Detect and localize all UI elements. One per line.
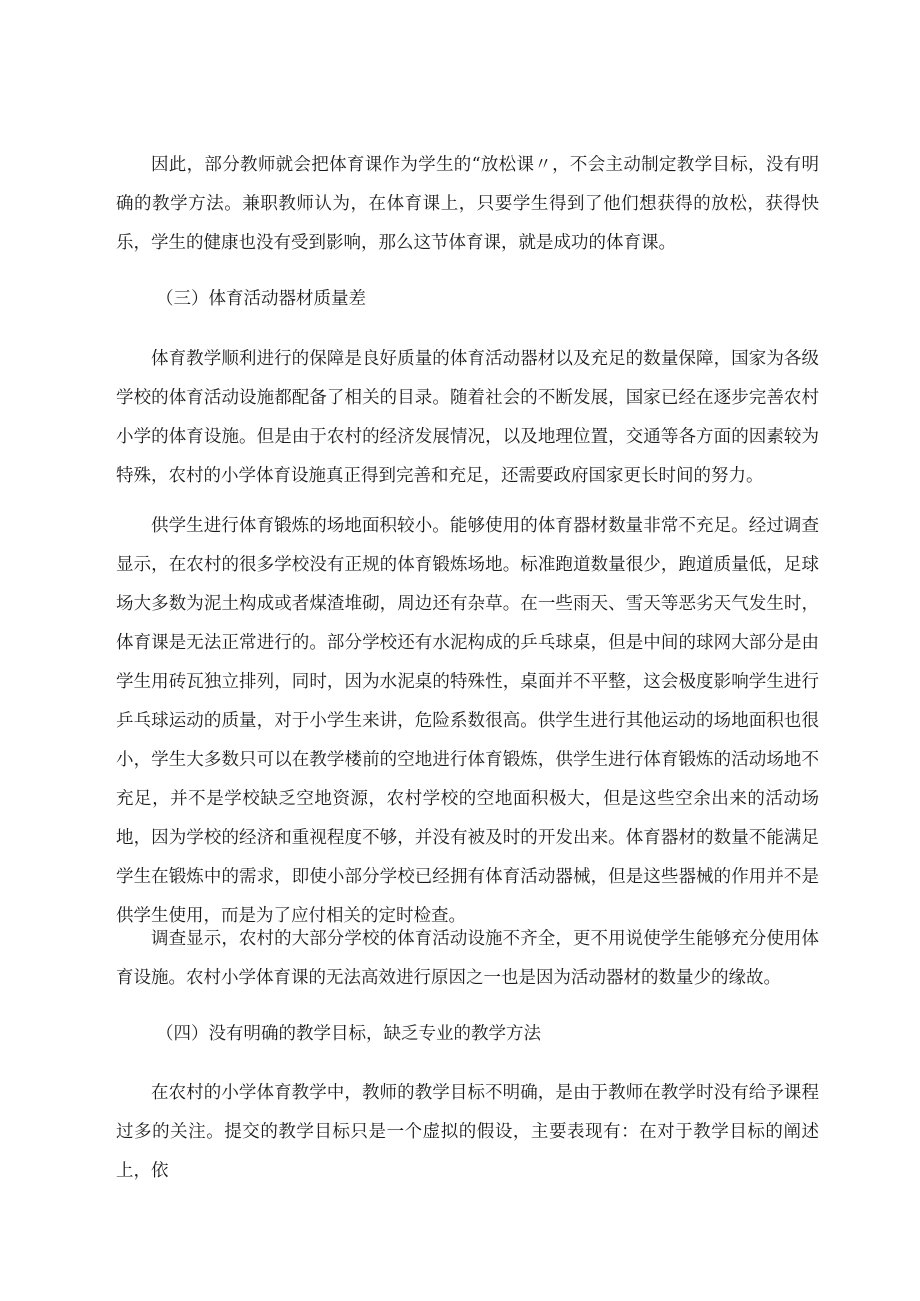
paragraph-survey-facilities: 调查显示，农村的大部分学校的体育活动设施不齐全，更不用说使学生能够充分使用体育设施。农村小学体育课的无法高效进行原因之一也是因为活动器材的数量少的缘故。 [116, 929, 819, 988]
paragraph-relaxation-class: 因此，部分教师就会把体育课作为学生的“放松课〃，不会主动制定教学目标，没有明确的教学方法。兼职教师认为，在体育课上，只要学生得到了他们想获得的放松，获得快乐，学生的健康也没有受到影响，那么这节体育课，就是成功的体育课。 [116, 155, 819, 253]
section-heading-teaching-goals: （四）没有明确的教学目标，缺乏专业的教学方法 [156, 1024, 541, 1044]
paragraph-venue-area: 供学生进行体育锻炼的场地面积较小。能够使用的体育器材数量非常不充足。经过调查显示，在农村的很多学校没有正规的体育锻炼场地。标准跑道数量很少，跑道质量低，足球场大多数为泥土构成或者煤渣堆砌，周边还有杂草。在一些雨天、雪天等恶劣天气发生时，体育课是无法正常进行的。部分学校还有水泥构成的乒乓球桌，但是中间的球网大部分是由学生用砖瓦独立排列，同时，因为水泥桌的特殊性，桌面并不平整，这会极度影响学生进行乒乓球运动的质量，对于小学生来讲，危险系数很高。供学生进行其他运动的场地面积也很小，学生大多数只可以在教学楼前的空地进行体育锻炼，供学生进行体育锻炼的活动场地不充足，并不是学校缺乏空地资源，农村学校的空地面积极大，但是这些空余出来的活动场地，因为学校的经济和重视程度不够，并没有被及时的开发出来。体育器材的数量不能满足学生在锻炼中的需求，即使小部分学校已经拥有体育活动器械，但是这些器械的作用并不是供学生使用，而是为了应付相关的定时检查。 [116, 516, 819, 926]
section-heading-equipment-quality: （三）体育活动器材质量差 [156, 289, 366, 309]
paragraph-equipment-guarantee: 体育教学顺利进行的保障是良好质量的体育活动器材以及充足的数量保障，国家为各级学校的体育活动设施都配备了相关的目录。随着社会的不断发展，国家已经在逐步完善农村小学的体育设施。但是由于农村的经济发展情况，以及地理位置，交通等各方面的因素较为特殊，农村的小学体育设施真正得到完善和充足，还需要政府国家更长时间的努力。 [116, 349, 819, 486]
paragraph-unclear-goals: 在农村的小学体育教学中，教师的教学目标不明确，是由于教师在教学时没有给予课程过多的关注。提交的教学目标只是一个虚拟的假设，主要表现有：在对于教学目标的阐述上，依 [116, 1083, 819, 1181]
